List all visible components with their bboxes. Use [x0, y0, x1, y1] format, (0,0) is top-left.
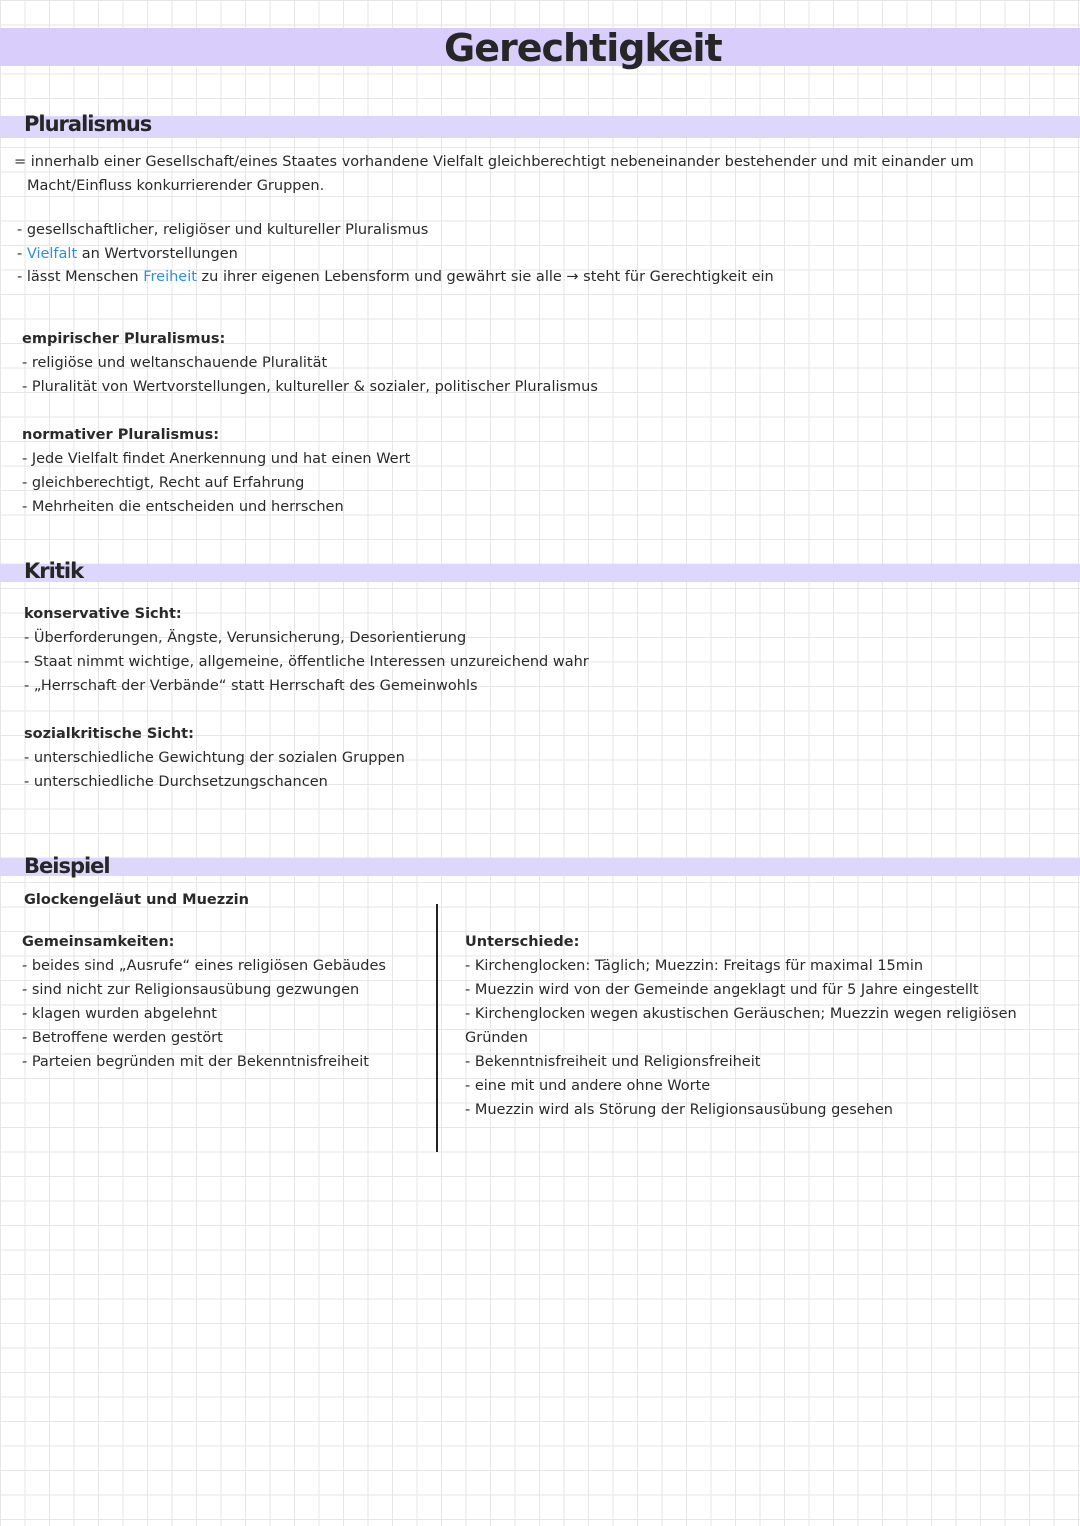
list-item: - gleichberechtigt, Recht auf Erfahrung	[22, 475, 305, 491]
bullet-vielfalt-rest: an Wertvorstellungen	[77, 246, 238, 262]
list-item: - Jede Vielfalt findet Anerkennung und hat einen Wert	[22, 451, 411, 467]
section-band-kritik	[0, 564, 1080, 582]
list-item: - Kirchenglocken wegen akustischen Geräuschen; Muezzin wegen religiösen	[465, 1006, 1017, 1022]
list-item: - Kirchenglocken: Täglich; Muezzin: Freitags für maximal 15min	[465, 958, 924, 974]
bullet-freiheit	[17, 265, 774, 289]
list-item: - unterschiedliche Gewichtung der sozialen Gruppen	[24, 750, 405, 766]
label-konservativ: konservative Sicht:	[24, 606, 182, 622]
list-item: - Bekenntnisfreiheit und Religionsfreiheit	[465, 1054, 761, 1070]
list-item: - Muezzin wird von der Gemeinde angeklagt und für 5 Jahre eingestellt	[465, 982, 979, 998]
section-band-beispiel	[0, 858, 1080, 876]
example-subtitle: Glockengeläut und Muezzin	[24, 892, 249, 908]
list-item-continuation: Gründen	[465, 1030, 528, 1046]
list-item: - unterschiedliche Durchsetzungschancen	[24, 774, 328, 790]
highlight-vielfalt: Vielfalt	[26, 246, 78, 262]
definition-line-1: = innerhalb einer Gesellschaft/eines Staates vorhandene Vielfalt gleichberechtigt nebeneinander bestehender und mit einander um	[14, 154, 974, 170]
section-heading-pluralismus: Pluralismus	[24, 112, 152, 136]
list-item: - Pluralität von Wertvorstellungen, kultureller & sozialer, politischer Pluralismus	[22, 379, 598, 395]
label-sozialkritisch: sozialkritische Sicht:	[24, 726, 194, 742]
section-heading-kritik: Kritik	[24, 559, 84, 583]
bullet-dash: -	[17, 246, 27, 262]
list-item: - religiöse und weltanschauende Pluralität	[22, 355, 328, 371]
bullet-vielfalt	[17, 242, 238, 266]
section-band-pluralismus	[0, 116, 1080, 138]
highlight-freiheit: Freiheit	[143, 269, 197, 285]
list-item: - beides sind „Ausrufe“ eines religiösen Gebäudes	[22, 958, 386, 974]
label-normativ: normativer Pluralismus:	[22, 427, 220, 443]
label-empirisch: empirischer Pluralismus:	[22, 331, 226, 347]
definition-line-2: Macht/Einfluss konkurrierender Gruppen.	[27, 178, 325, 194]
list-item: - Mehrheiten die entscheiden und herrschen	[22, 499, 344, 515]
column-divider	[436, 904, 438, 1152]
list-item: - „Herrschaft der Verbände“ statt Herrschaft des Gemeinwohls	[24, 678, 478, 694]
bullet-freiheit-rest: zu ihrer eigenen Lebensform und gewährt sie alle → steht für Gerechtigkeit ein	[196, 269, 774, 285]
list-item: - Betroffene werden gestört	[22, 1030, 223, 1046]
bullet-freiheit-pre: - lässt Menschen	[17, 269, 144, 285]
list-item: - Überforderungen, Ängste, Verunsicherung, Desorientierung	[24, 630, 467, 646]
list-item: - sind nicht zur Religionsausübung gezwungen	[22, 982, 360, 998]
list-item: - Parteien begründen mit der Bekenntnisfreiheit	[22, 1054, 369, 1070]
page-title: Gerechtigkeit	[444, 26, 722, 70]
label-gemeinsamkeiten: Gemeinsamkeiten:	[22, 934, 175, 950]
list-item: - eine mit und andere ohne Worte	[465, 1078, 711, 1094]
list-item: - Staat nimmt wichtige, allgemeine, öffentliche Interessen unzureichend wahr	[24, 654, 589, 670]
label-unterschiede: Unterschiede:	[465, 934, 580, 950]
list-item: - klagen wurden abgelehnt	[22, 1006, 217, 1022]
list-item: - Muezzin wird als Störung der Religionsausübung gesehen	[465, 1102, 893, 1118]
bullet-pluralism-types: - gesellschaftlicher, religiöser und kultureller Pluralismus	[17, 222, 429, 238]
section-heading-beispiel: Beispiel	[24, 854, 110, 878]
